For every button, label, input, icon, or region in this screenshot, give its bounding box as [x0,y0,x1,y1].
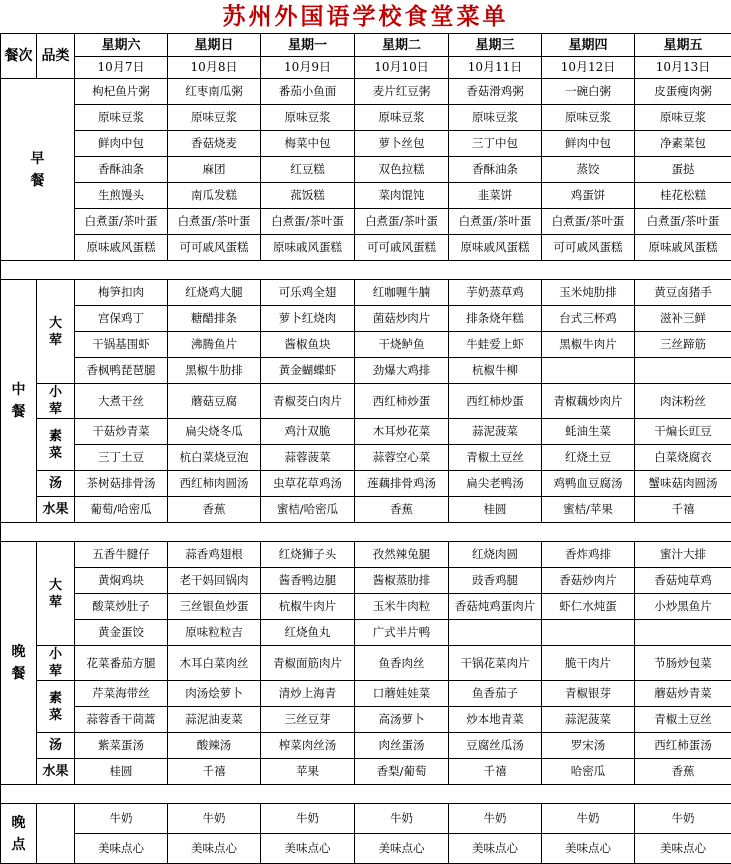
menu-item: 虾仁水炖蛋 [542,594,635,620]
menu-item: 芹菜海带丝 [75,681,168,707]
menu-item: 蜜桔/苹果 [542,497,635,523]
menu-item: 蒜香鸡翅根 [168,542,261,568]
category-big-meat: 大荤 [37,542,75,646]
menu-item: 美味点心 [542,834,635,864]
menu-item: 台式三杯鸡 [542,306,635,332]
menu-item: 干菇炒青菜 [75,419,168,445]
menu-item: 五香牛腱仔 [75,542,168,568]
menu-item: 牛奶 [355,804,449,834]
menu-item: 蘑菇豆腐 [168,384,261,419]
menu-item: 香梨/葡萄 [355,759,449,785]
menu-item: 白煮蛋/茶叶蛋 [635,209,731,235]
menu-item: 可可戚风蛋糕 [168,235,261,261]
menu-item: 榨菜肉丝汤 [261,733,355,759]
menu-item: 牛奶 [261,804,355,834]
menu-item: 西红柿炒蛋 [355,384,449,419]
menu-item: 干锅基围虾 [75,332,168,358]
table-row [1,332,731,358]
table-row [1,157,731,183]
menu-item: 杭椒牛柳 [449,358,542,384]
menu-item: 干烧鲈鱼 [355,332,449,358]
category-soup: 汤 [37,733,75,759]
menu-item: 黄豆卤猪手 [635,280,731,306]
menu-item: 三丝银鱼炒蛋 [168,594,261,620]
menu-item: 鱼香茄子 [449,681,542,707]
menu-item: 美味点心 [449,834,542,864]
menu-item: 红烧鸡大腿 [168,280,261,306]
menu-item: 麦片红豆粥 [355,79,449,105]
menu-item: 肉丝蛋汤 [355,733,449,759]
menu-item: 宫保鸡丁 [75,306,168,332]
table-row [1,105,731,131]
menu-item: 红烧狮子头 [261,542,355,568]
day-header: 星期六 [75,34,168,57]
category-header: 品类 [37,34,75,79]
table-row [1,306,731,332]
menu-item: 香菇炖草鸡 [635,568,731,594]
menu-item [542,358,635,384]
menu-item: 西红柿炒蛋 [449,384,542,419]
menu-item: 杭椒牛肉片 [261,594,355,620]
menu-item: 鸡汁双脆 [261,419,355,445]
menu-item: 香菇烧麦 [168,131,261,157]
menu-item: 孜然辣兔腿 [355,542,449,568]
menu-item: 麻团 [168,157,261,183]
menu-item: 高汤萝卜 [355,707,449,733]
menu-item: 菌菇炒肉片 [355,306,449,332]
table-row [1,131,731,157]
menu-item: 酱椒蒸肋排 [355,568,449,594]
menu-item: 牛奶 [449,804,542,834]
menu-item: 老干妈回锅肉 [168,568,261,594]
menu-item: 木耳炒花菜 [355,419,449,445]
menu-item: 酸辣汤 [168,733,261,759]
menu-item: 虫草花草鸡汤 [261,471,355,497]
table-row [1,523,731,542]
menu-item: 黄焖鸡块 [75,568,168,594]
menu-item: 梅笋扣肉 [75,280,168,306]
table-row [1,280,731,306]
day-header: 星期二 [355,34,449,57]
menu-item: 肉沫粉丝 [635,384,731,419]
table-row [1,57,731,79]
menu-item: 白煮蛋/茶叶蛋 [75,209,168,235]
menu-item: 菜肉馄饨 [355,183,449,209]
menu-item: 黑椒牛肉片 [542,332,635,358]
menu-item: 蘑菇炒青菜 [635,681,731,707]
menu-item: 杭白菜烧豆泡 [168,445,261,471]
menu-item: 黄金蝴蝶虾 [261,358,355,384]
menu-item: 香枫鸭琵琶腿 [75,358,168,384]
menu-item: 美味点心 [355,834,449,864]
menu-item: 沸腾鱼片 [168,332,261,358]
menu-item: 生煎馒头 [75,183,168,209]
menu-item: 木耳白菜肉丝 [168,646,261,681]
menu-item: 滋补三鲜 [635,306,731,332]
category-fruit: 水果 [37,759,75,785]
table-row [1,183,731,209]
menu-item: 三丁中包 [449,131,542,157]
table-row [1,681,731,707]
table-row [1,646,731,681]
menu-item: 红咖喱牛腩 [355,280,449,306]
menu-item: 皮蛋瘦肉粥 [635,79,731,105]
menu-item: 红烧鱼丸 [261,620,355,646]
table-row [1,79,731,105]
menu-item: 香蕉 [355,497,449,523]
menu-item: 蒜蓉空心菜 [355,445,449,471]
menu-item: 原味豆浆 [355,105,449,131]
menu-item: 桂圆 [449,497,542,523]
menu-item: 桂圆 [75,759,168,785]
menu-table [0,33,731,864]
menu-item: 黑椒牛肋排 [168,358,261,384]
meal-label-dinner: 晚餐 [1,542,37,785]
menu-item: 豉香鸡腿 [449,568,542,594]
menu-item: 肉汤烩萝卜 [168,681,261,707]
date-header: 10月13日 [635,57,731,79]
menu-item: 原味戚风蛋糕 [635,235,731,261]
menu-item: 干锅花菜肉片 [449,646,542,681]
menu-item: 香菇炖鸡蛋肉片 [449,594,542,620]
menu-item: 蒜泥油麦菜 [168,707,261,733]
menu-item: 玉米牛肉粒 [355,594,449,620]
menu-item: 白煮蛋/茶叶蛋 [355,209,449,235]
menu-item: 三丝蹄筋 [635,332,731,358]
menu-item [449,620,542,646]
meal-label-lunch: 中餐 [1,280,37,523]
menu-item: 劲爆大鸡排 [355,358,449,384]
menu-item: 净素菜包 [635,131,731,157]
menu-item [635,358,731,384]
menu-item: 牛奶 [168,804,261,834]
menu-item: 口蘑娃娃菜 [355,681,449,707]
menu-item: 蒜蓉香干茼蒿 [75,707,168,733]
table-row [1,542,731,568]
menu-item: 青椒茭白肉片 [261,384,355,419]
menu-item: 青椒土豆丝 [449,445,542,471]
date-header: 10月7日 [75,57,168,79]
menu-item: 美味点心 [75,834,168,864]
table-row [1,445,731,471]
menu-item: 莲藕排骨鸡汤 [355,471,449,497]
menu-item: 香蕉 [168,497,261,523]
page-title: 苏州外国语学校食堂菜单 [0,0,731,32]
menu-item: 可乐鸡全翅 [261,280,355,306]
date-header: 10月8日 [168,57,261,79]
menu-item: 白菜烧腐衣 [635,445,731,471]
menu-item: 蒜泥菠菜 [542,707,635,733]
menu-item: 蜜汁大排 [635,542,731,568]
menu-item: 清炒上海青 [261,681,355,707]
menu-item: 番茄小鱼面 [261,79,355,105]
menu-item: 红烧肉圆 [449,542,542,568]
menu-item: 美味点心 [168,834,261,864]
table-row [1,568,731,594]
date-header: 10月9日 [261,57,355,79]
menu-item: 扁尖老鸭汤 [449,471,542,497]
spacer-row [1,261,731,280]
day-header: 星期五 [635,34,731,57]
menu-item: 香炸鸡排 [542,542,635,568]
menu-item: 茶树菇排骨汤 [75,471,168,497]
menu-item: 玉米炖肋排 [542,280,635,306]
category-big-meat: 大荤 [37,280,75,384]
menu-item: 青椒面筋肉片 [261,646,355,681]
menu-item: 花菜番茄方腿 [75,646,168,681]
menu-item: 鲜肉中包 [542,131,635,157]
menu-item [542,620,635,646]
menu-item: 蒸饺 [542,157,635,183]
table-row [1,34,731,57]
menu-item: 葡萄/哈密瓜 [75,497,168,523]
menu-item: 原味豆浆 [168,105,261,131]
table-row [1,594,731,620]
category-small-meat: 小荤 [37,646,75,681]
menu-item: 萝卜丝包 [355,131,449,157]
menu-item: 千禧 [168,759,261,785]
menu-item: 牛奶 [542,804,635,834]
menu-item: 美味点心 [635,834,731,864]
menu-item: 鸡鸭血豆腐汤 [542,471,635,497]
menu-item: 广式半片鸭 [355,620,449,646]
menu-item: 炒本地青菜 [449,707,542,733]
day-header: 星期一 [261,34,355,57]
category-vegetable: 素菜 [37,681,75,733]
empty-category [37,804,75,864]
day-header: 星期三 [449,34,542,57]
menu-item: 蒜泥菠菜 [449,419,542,445]
table-row [1,497,731,523]
menu-item: 鲜肉中包 [75,131,168,157]
menu-item: 西红柿肉圆汤 [168,471,261,497]
menu-item: 韭菜饼 [449,183,542,209]
menu-item: 香菇滑鸡粥 [449,79,542,105]
menu-item: 豆腐丝瓜汤 [449,733,542,759]
menu-item: 桂花松糕 [635,183,731,209]
date-header: 10月10日 [355,57,449,79]
menu-item: 一碗白粥 [542,79,635,105]
menu-item: 千禧 [635,497,731,523]
menu-item: 脆干肉片 [542,646,635,681]
menu-item: 干煸长豇豆 [635,419,731,445]
menu-item: 香蕉 [635,759,731,785]
menu-item: 小炒黑鱼片 [635,594,731,620]
menu-item: 白煮蛋/茶叶蛋 [449,209,542,235]
menu-item: 罗宋汤 [542,733,635,759]
menu-item: 香菇炒肉片 [542,568,635,594]
spacer-row [1,785,731,804]
menu-item: 原味豆浆 [635,105,731,131]
table-row [1,733,731,759]
menu-item: 鸡蛋饼 [542,183,635,209]
day-header: 星期日 [168,34,261,57]
menu-item: 原味戚风蛋糕 [449,235,542,261]
menu-item: 双色拉糕 [355,157,449,183]
menu-item: 蚝油生菜 [542,419,635,445]
table-row [1,804,731,834]
table-row [1,235,731,261]
menu-item: 三丝豆芽 [261,707,355,733]
meal-label-breakfast: 早餐 [1,79,75,261]
menu-item: 牛蛙爱上虾 [449,332,542,358]
menu-item: 原味豆浆 [542,105,635,131]
menu-item: 萝卜红烧肉 [261,306,355,332]
menu-item: 原味豆浆 [449,105,542,131]
menu-item: 白煮蛋/茶叶蛋 [261,209,355,235]
menu-item: 蒜蓉菠菜 [261,445,355,471]
menu-item: 牛奶 [635,804,731,834]
menu-item: 酱香鸭边腿 [261,568,355,594]
menu-item: 香酥油条 [75,157,168,183]
table-row [1,209,731,235]
table-row [1,384,731,419]
menu-item: 糖醋排条 [168,306,261,332]
table-row [1,620,731,646]
menu-item: 鱼香肉丝 [355,646,449,681]
table-row [1,471,731,497]
day-header: 星期四 [542,34,635,57]
table-row [1,759,731,785]
menu-item: 青椒银芽 [542,681,635,707]
date-header: 10月11日 [449,57,542,79]
menu-item: 牛奶 [75,804,168,834]
menu-item: 香酥油条 [449,157,542,183]
menu-item: 原味豆浆 [261,105,355,131]
category-soup: 汤 [37,471,75,497]
category-vegetable: 素菜 [37,419,75,471]
menu-item: 蟹味菇肉圆汤 [635,471,731,497]
meal-label-late-snack: 晚点 [1,804,37,864]
menu-item: 青椒土豆丝 [635,707,731,733]
menu-item: 白煮蛋/茶叶蛋 [168,209,261,235]
table-row [1,834,731,864]
menu-item: 枸杞鱼片粥 [75,79,168,105]
menu-item: 红枣南瓜粥 [168,79,261,105]
meal-header: 餐次 [1,34,37,79]
menu-item: 紫菜蛋汤 [75,733,168,759]
menu-item: 可可戚风蛋糕 [542,235,635,261]
menu-item: 原味粒粒吉 [168,620,261,646]
menu-item: 酸菜炒肚子 [75,594,168,620]
menu-item: 青椒藕炒肉片 [542,384,635,419]
menu-item: 南瓜发糕 [168,183,261,209]
category-small-meat: 小荤 [37,384,75,419]
menu-item: 黄金蛋饺 [75,620,168,646]
menu-item: 三丁土豆 [75,445,168,471]
menu-item: 大煮干丝 [75,384,168,419]
table-row [1,261,731,280]
spacer-row [1,523,731,542]
menu-item: 原味豆浆 [75,105,168,131]
menu-item: 红豆糕 [261,157,355,183]
menu-item: 扁尖烧冬瓜 [168,419,261,445]
menu-item: 千禧 [449,759,542,785]
menu-item: 苹果 [261,759,355,785]
menu-item: 原味戚风蛋糕 [75,235,168,261]
menu-item: 美味点心 [261,834,355,864]
menu-item: 红烧土豆 [542,445,635,471]
menu-item: 原味戚风蛋糕 [261,235,355,261]
menu-item: 白煮蛋/茶叶蛋 [542,209,635,235]
date-header: 10月12日 [542,57,635,79]
menu-item: 哈密瓜 [542,759,635,785]
menu-item: 酱椒鱼块 [261,332,355,358]
category-fruit: 水果 [37,497,75,523]
menu-item: 菰饭糕 [261,183,355,209]
table-row [1,707,731,733]
menu-item: 蜜桔/哈密瓜 [261,497,355,523]
table-row [1,785,731,804]
table-row [1,419,731,445]
menu-item: 排条烧年糕 [449,306,542,332]
menu-item: 芋奶蒸草鸡 [449,280,542,306]
menu-item: 可可戚风蛋糕 [355,235,449,261]
menu-item [635,620,731,646]
menu-item: 梅菜中包 [261,131,355,157]
menu-item: 节肠炒包菜 [635,646,731,681]
table-row [1,358,731,384]
menu-item: 西红柿蛋汤 [635,733,731,759]
menu-item: 蛋挞 [635,157,731,183]
